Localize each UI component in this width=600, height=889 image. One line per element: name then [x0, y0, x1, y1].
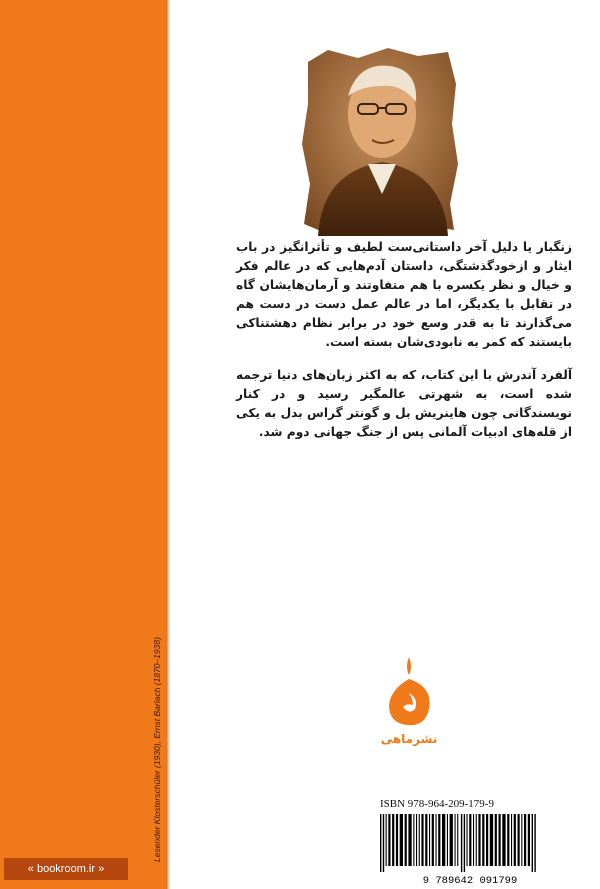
barcode-bar: [482, 814, 484, 866]
barcode-bar: [524, 814, 526, 866]
barcode-bar: [436, 814, 437, 866]
barcode-bar: [476, 814, 477, 866]
barcode-bar: [521, 814, 522, 866]
barcode-bar: [380, 814, 381, 872]
barcode-bar: [486, 814, 488, 866]
barcode-digits: 9 789642 091799: [422, 875, 518, 886]
barcode-bar: [421, 814, 423, 866]
barcode-bar: [461, 814, 462, 872]
barcode-bar: [392, 814, 394, 866]
fish-icon: [379, 653, 439, 749]
barcode-bar: [396, 814, 398, 866]
barcode-bar: [416, 814, 417, 866]
barcode-bar: [514, 814, 516, 866]
barcode-bar: [495, 814, 497, 866]
barcode-bar: [442, 814, 445, 866]
barcode-bar: [490, 814, 493, 866]
photo-credit: Lesender Klosterschüler (1930), Ernst Barlach (1870–1938): [152, 637, 162, 862]
spine-edge: [166, 0, 170, 889]
barcode-bar: [408, 814, 411, 866]
barcode-bar: [467, 814, 468, 866]
barcode-bar: [464, 814, 465, 872]
barcode-bar: [534, 814, 535, 872]
barcode-bar: [499, 814, 501, 866]
barcode-bar: [388, 814, 390, 866]
watermark-link[interactable]: « bookroom.ir »: [4, 858, 128, 880]
barcode-bar: [425, 814, 427, 866]
barcode-bar: [447, 814, 448, 866]
isbn-label: ISBN 978-964-209-179-9: [380, 798, 494, 810]
barcode-bar: [419, 814, 420, 866]
barcode-bar: [478, 814, 480, 866]
barcode-bar: [438, 814, 440, 866]
barcode-bar: [528, 814, 530, 866]
barcode-bar: [450, 814, 453, 866]
back-cover-blurb: [236, 238, 572, 456]
barcode-bar: [455, 814, 456, 866]
author-portrait: [298, 44, 460, 236]
publisher-logo: [379, 653, 439, 749]
barcode-bar: [429, 814, 430, 866]
barcode: [372, 812, 568, 886]
barcode-bar: [457, 814, 458, 866]
barcode-bar: [507, 814, 509, 866]
barcode-bar: [432, 814, 434, 866]
barcode-bar: [502, 814, 505, 866]
barcode-bar: [469, 814, 471, 866]
spine-band: [0, 0, 166, 889]
blurb-paragraph: زنگبار یا دلیل آخر داستانی‌ست لطیف و تأثرانگیز در باب ایثار و ازخودگذشتگی، داستان آدم‌هایی که در عالم فکر و خیال و نظر یکسره با هم متفاوتند و آرمان‌هایشان گاه در تقابل با یکدیگر، اما در عالم عمل دست در دست هم می‌گذارند تا به قدر وسع خود در برابر نظام دهشتناکی بایستند که کمر به نابودی‌شان بسته است.: [236, 240, 572, 349]
publisher-name: نشرماهی: [380, 732, 438, 746]
barcode-bar: [511, 814, 512, 866]
barcode-bar: [400, 814, 403, 866]
barcode-bar: [518, 814, 520, 866]
barcode-bar: [413, 814, 414, 866]
barcode-bar: [532, 814, 533, 872]
blurb-paragraph: آلفرد آندرش با این کتاب، که به اکثر زبان‌های دنیا ترجمه شده است، به شهرتی عالمگیر رسید و در کنار نویسندگانی چون هاینریش بل و گونتر گراس بدل به یکی از قله‌های ادبیات آلمانی پس از جنگ جهانی دوم شد.: [236, 368, 572, 439]
barcode-bar: [405, 814, 407, 866]
barcode-bar: [383, 814, 384, 872]
barcode-bar: [386, 814, 387, 866]
barcode-bar: [473, 814, 474, 866]
